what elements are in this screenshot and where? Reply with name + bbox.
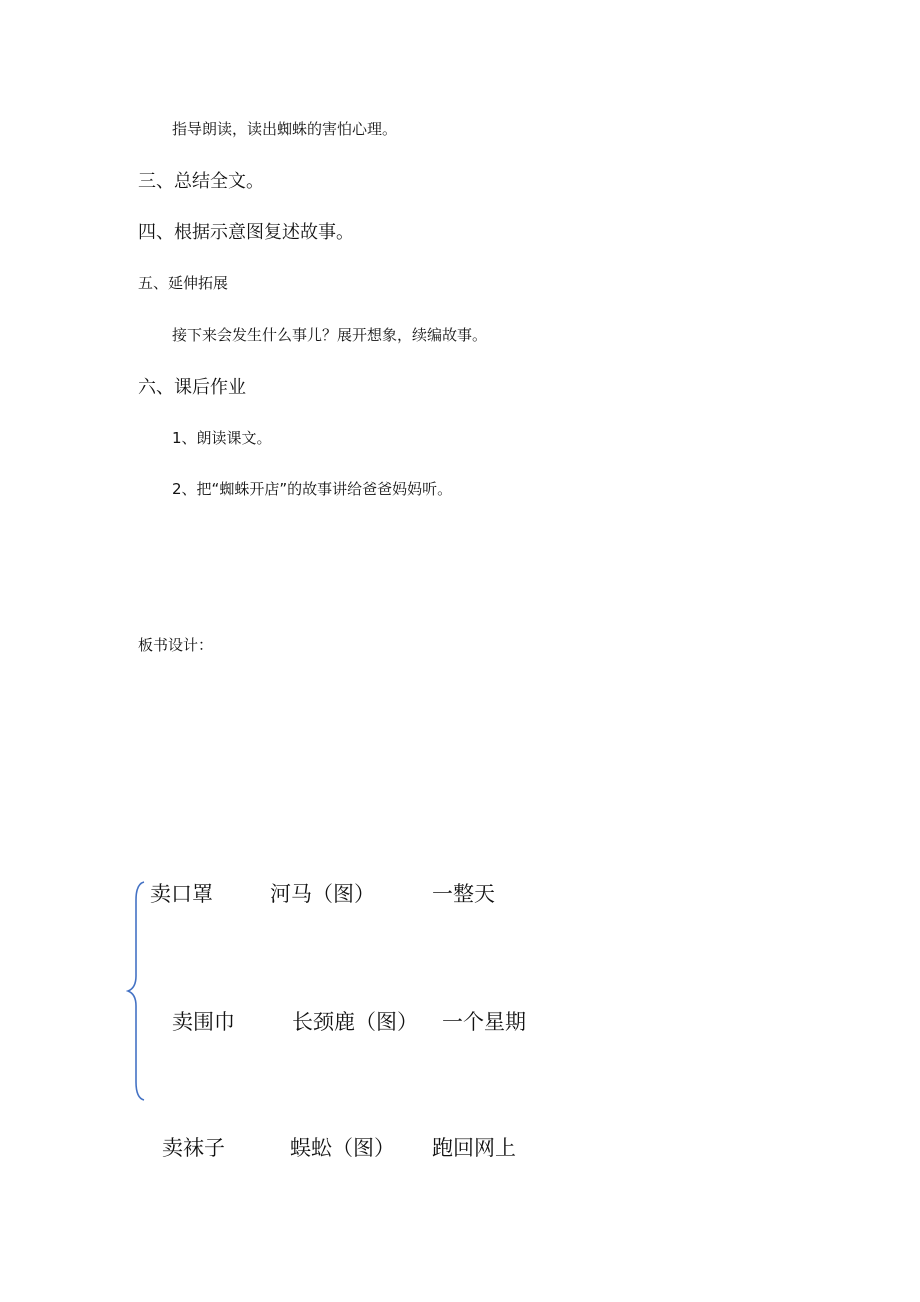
section-3-heading: 三、总结全文。: [138, 171, 264, 192]
section-5-text: 接下来会发生什么事儿？展开想象，续编故事。: [172, 326, 488, 344]
board-row-3-customer: 蜈蚣（图）: [290, 1136, 395, 1160]
board-row-1-duration: 一整天: [432, 882, 495, 906]
guide-reading-text: 指导朗读，读出蜘蛛的害怕心理。: [172, 120, 398, 138]
board-row-2-item: 卖围巾: [172, 1010, 235, 1034]
homework-item-2: 2、把“蜘蛛开店”的故事讲给爸爸妈妈听。: [172, 480, 453, 498]
board-row-1-customer: 河马（图）: [270, 882, 375, 906]
board-row-3-item: 卖袜子: [162, 1136, 225, 1160]
board-row-1-item: 卖口罩: [150, 882, 213, 906]
board-row-2-duration: 一个星期: [442, 1010, 526, 1034]
curly-brace-icon: [126, 880, 156, 1102]
board-design-label: 板书设计：: [138, 636, 214, 654]
section-5-heading: 五、延伸拓展: [138, 274, 229, 292]
homework-item-1: 1、朗读课文。: [172, 429, 272, 447]
section-6-heading: 六、课后作业: [138, 377, 246, 398]
section-4-heading: 四、根据示意图复述故事。: [138, 222, 354, 243]
board-row-2-customer: 长颈鹿（图）: [292, 1010, 418, 1034]
board-row-3-duration: 跑回网上: [432, 1136, 516, 1160]
